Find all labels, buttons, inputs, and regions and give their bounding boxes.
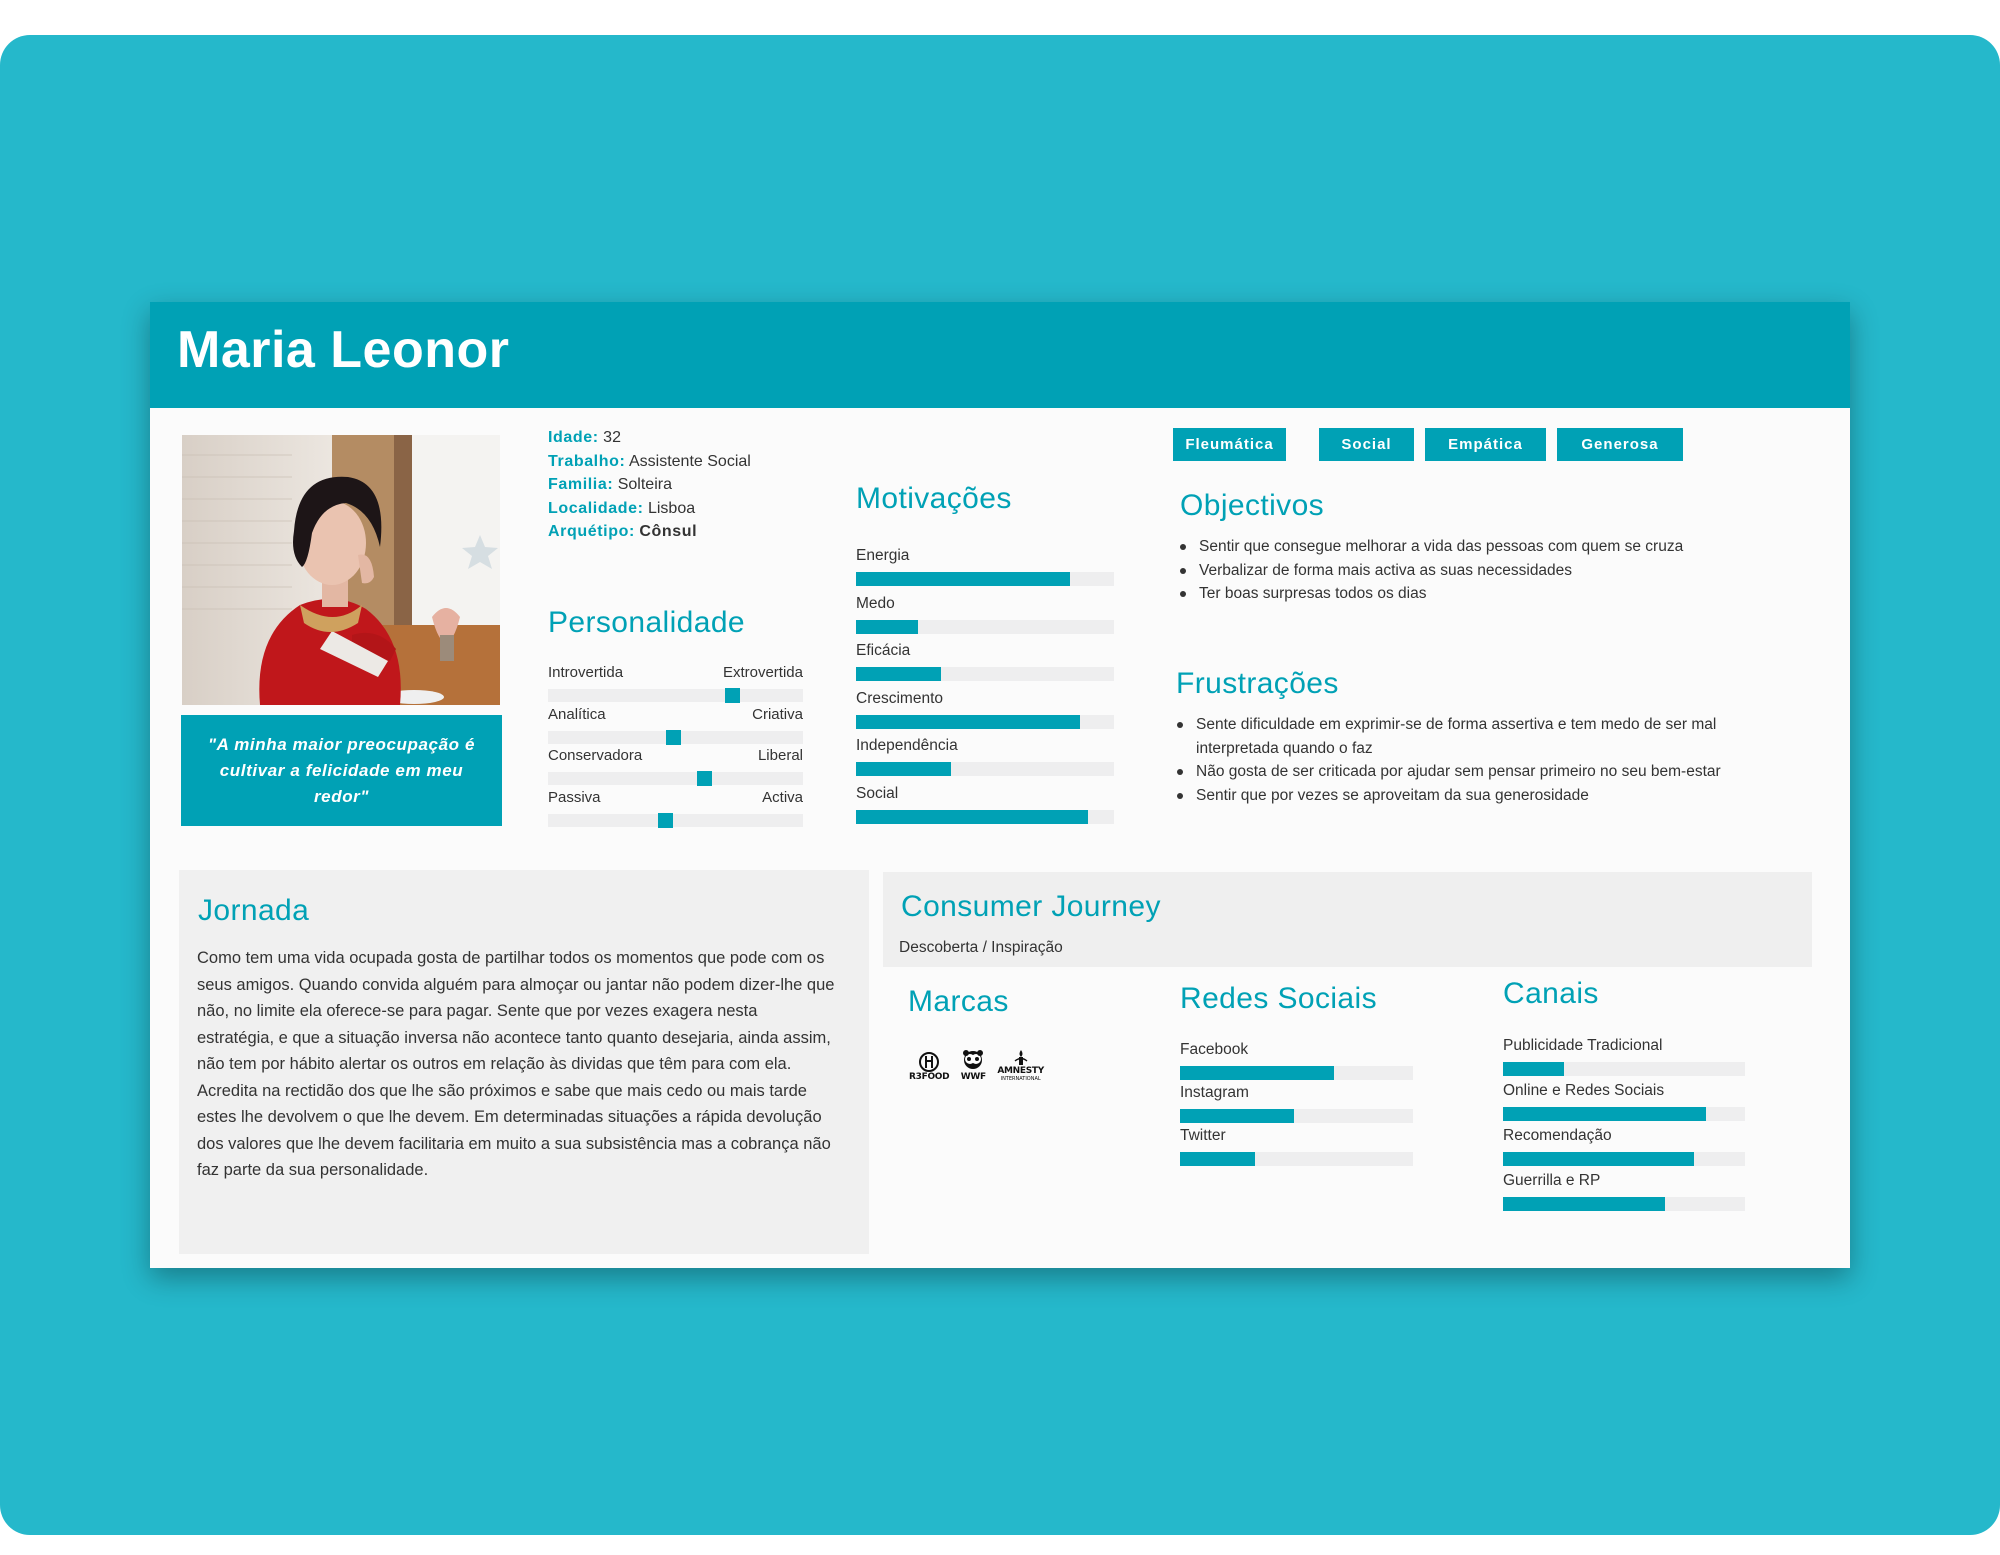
bar-label: Online e Redes Sociais (1503, 1082, 1665, 1099)
brands-title: Marcas (908, 985, 1009, 1018)
bar-label: Social (856, 785, 899, 802)
motivation-bar (856, 595, 1114, 634)
bar-label: Facebook (1180, 1041, 1249, 1058)
personality-slider (548, 747, 803, 785)
social-bar (1180, 1041, 1413, 1080)
slider-left-label: Conservadora (548, 747, 643, 764)
info-age: Idade: 32 (548, 429, 621, 446)
journey-title: Jornada (198, 894, 310, 927)
persona-info (548, 426, 751, 544)
frustrations-list (1174, 713, 1774, 807)
bar-label: Eficácia (856, 642, 911, 659)
bar-track (856, 667, 1114, 681)
slider-right-label: Extrovertida (722, 664, 803, 681)
channel-bar (1503, 1127, 1745, 1166)
bar-fill (1503, 1062, 1564, 1076)
frustrations-title: Frustrações (1176, 667, 1339, 700)
bar-label: Publicidade Tradicional (1503, 1037, 1663, 1054)
wwf-panda-logo-icon: WWF (959, 1049, 987, 1082)
trait-tag: Generosa (1557, 428, 1683, 461)
persona-name: Maria Leonor (177, 321, 510, 379)
bar-fill (1503, 1152, 1694, 1166)
slider-track (548, 731, 803, 744)
channel-bar (1503, 1037, 1745, 1076)
journey-text: Como tem uma vida ocupada gosta de partilhar todos os momentos que pode com os seus amigos. Quando convida alguém para almoçar ou jantar não podem dizer-lhe que não, no limite ela oferece-se para pagar. Sente que por vezes exagera nesta estratégia, e que a situação inversa não acontece tanto quanto desejaria, ainda assim, não tem por hábito alertar os outros em relação às dividas que têm para com ela. Acredita na rectidão dos que lhe são próximos e sabe que mais cedo ou mais tarde estes lhe devolvem o que lhe devem. Em determinadas situações a rápida devolução dos valores que lhe devem facilitaria em muito a sua subsistência mas a cobrança não faz parte da sua personalidade. (197, 949, 835, 1179)
bar-label: Instagram (1180, 1084, 1249, 1101)
bar-label: Medo (856, 595, 895, 612)
slider-track (548, 772, 803, 785)
goal-item: Ter boas surpresas todos os dias (1177, 582, 1797, 606)
bar-label: Twitter (1180, 1127, 1226, 1144)
trait-tag: Social (1319, 428, 1414, 461)
bar-track (856, 715, 1114, 729)
bar-fill (1180, 1109, 1294, 1123)
goal-item: Verbalizar de forma mais activa as suas necessidades (1177, 559, 1797, 583)
motivation-bar (856, 785, 1114, 824)
refood-logo-icon: R3FOOD (909, 1051, 949, 1082)
bar-track (1503, 1197, 1745, 1211)
bar-fill (856, 667, 941, 681)
motivation-bar (856, 737, 1114, 776)
bar-fill (1180, 1152, 1255, 1166)
slider-track (548, 689, 803, 702)
persona-quote: "A minha maior preocupação é cultivar a felicidade em meu redor" (181, 715, 502, 826)
slider-left-label: Passiva (548, 789, 601, 806)
social-bar (1180, 1084, 1413, 1123)
slider-knob (725, 688, 740, 703)
brand-logos (909, 1049, 1044, 1082)
bar-fill (1180, 1066, 1334, 1080)
bar-fill (856, 810, 1088, 824)
bar-label: Energia (856, 547, 910, 564)
trait-tag: Empática (1425, 428, 1546, 461)
frustration-item: Não gosta de ser criticada por ajudar sem pensar primeiro no seu bem-estar (1174, 760, 1774, 784)
bar-label: Recomendação (1503, 1127, 1612, 1144)
bar-fill (1503, 1107, 1706, 1121)
personality-slider (548, 664, 803, 702)
info-family: Familia: Solteira (548, 476, 672, 493)
consumer-journey-title: Consumer Journey (901, 890, 1161, 923)
persona-card (150, 302, 1850, 1268)
bar-track (1180, 1152, 1413, 1166)
motivation-bar (856, 642, 1114, 681)
bar-fill (856, 572, 1070, 586)
motivation-bar (856, 547, 1114, 586)
amnesty-candle-logo-icon: AMNESTY INTERNATIONAL (997, 1049, 1044, 1082)
personality-slider (548, 789, 803, 827)
personality-slider (548, 706, 803, 744)
channel-bar (1503, 1172, 1745, 1211)
bar-track (856, 572, 1114, 586)
slider-right-label: Activa (762, 789, 803, 806)
bar-track (1503, 1062, 1745, 1076)
frustration-item: Sente dificuldade em exprimir-se de forma assertiva e tem medo de ser mal interpretada quando o faz (1174, 713, 1774, 760)
persona-photo (182, 435, 500, 705)
slider-track (548, 814, 803, 827)
info-location: Localidade: Lisboa (548, 499, 696, 517)
bar-label: Crescimento (856, 690, 943, 707)
slider-left-label: Introvertida (548, 664, 624, 681)
bar-fill (1503, 1197, 1665, 1211)
bar-track (1503, 1107, 1745, 1121)
frustration-item: Sentir que por vezes se aproveitam da sua generosidade (1174, 784, 1774, 808)
slider-knob (666, 730, 681, 745)
persona-header (150, 302, 1850, 408)
bar-track (1180, 1109, 1413, 1123)
motivations-title: Motivações (856, 482, 1012, 515)
info-job: Trabalho: Assistente Social (548, 452, 751, 470)
bar-fill (856, 620, 918, 634)
slider-right-label: Liberal (757, 747, 803, 764)
social-networks-title: Redes Sociais (1180, 982, 1377, 1015)
slider-knob (697, 771, 712, 786)
bar-label: Independência (856, 737, 958, 754)
channels-title: Canais (1503, 977, 1599, 1010)
info-archetype: Arquétipo: Cônsul (548, 523, 698, 540)
bar-label: Guerrilla e RP (1503, 1172, 1601, 1189)
bar-track (856, 762, 1114, 776)
bar-track (1180, 1066, 1413, 1080)
slider-left-label: Analítica (548, 706, 606, 723)
goals-list (1177, 535, 1797, 606)
slider-right-label: Criativa (752, 706, 803, 723)
bar-track (1503, 1152, 1745, 1166)
goal-item: Sentir que consegue melhorar a vida das pessoas com quem se cruza (1177, 535, 1797, 559)
bar-track (856, 620, 1114, 634)
bar-fill (856, 762, 951, 776)
motivation-bar (856, 690, 1114, 729)
personality-title: Personalidade (548, 606, 746, 639)
goals-title: Objectivos (1180, 489, 1325, 522)
slider-knob (658, 813, 673, 828)
social-bar (1180, 1127, 1413, 1166)
bar-track (856, 810, 1114, 824)
channel-bar (1503, 1082, 1745, 1121)
trait-tag: Fleumática (1173, 428, 1286, 461)
consumer-journey-stage: Descoberta / Inspiração (899, 939, 1063, 956)
bar-fill (856, 715, 1080, 729)
